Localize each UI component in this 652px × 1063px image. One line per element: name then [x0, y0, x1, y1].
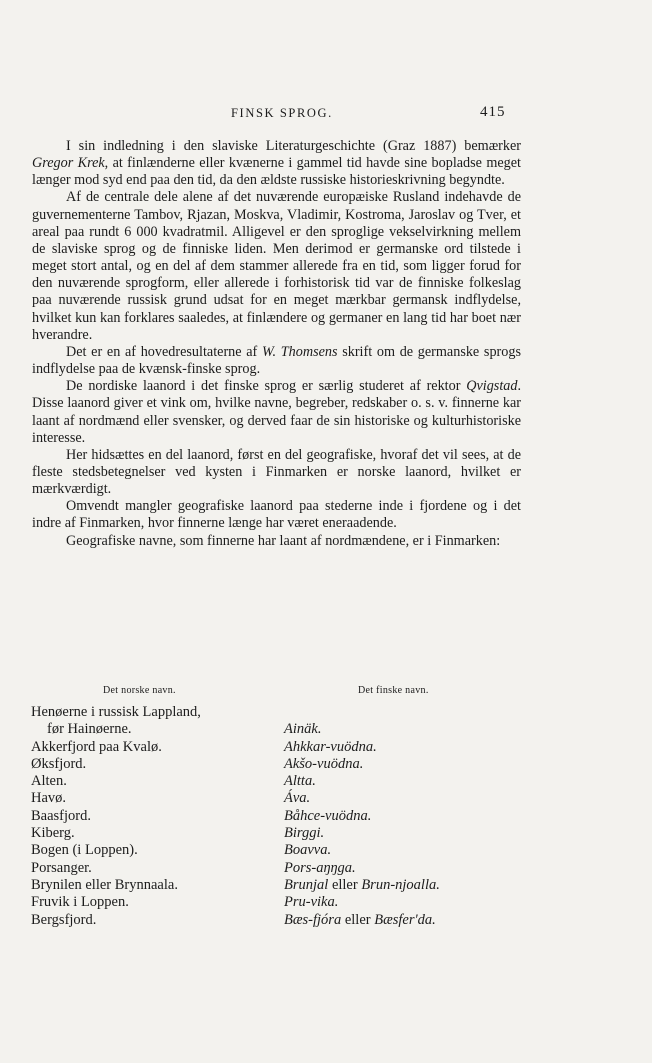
paragraph-text: , at finlænderne eller kvænerne i gammel tid havde sine bopladse meget længer mod syd end paa den tid, da den ældste russiske historieskrivning begyndte. [32, 155, 521, 189]
paragraph [32, 344, 521, 378]
paragraph [32, 378, 521, 447]
finnish-name: Brunjal eller Brun-njoalla. [284, 876, 440, 893]
norwegian-name: før Hainøerne. [47, 721, 132, 738]
italic-name: W. Thomsens [261, 343, 338, 360]
norwegian-names-list [31, 704, 281, 929]
paragraph-text: Her hidsættes en del laanord, først en del geografiske, hvoraf det vil sees, at de fleste stedsbetegnelser ved kysten i Finmarken er norske laanord, hvilket er mærkværdigt. [32, 446, 521, 498]
body-text [32, 138, 521, 550]
norwegian-name: Henøerne i russisk Lappland, [31, 704, 201, 720]
paragraph-text: I sin indledning i den slaviske Literaturgeschichte (Graz 1887) bemærker [66, 138, 521, 154]
finnish-name [284, 704, 524, 721]
page-number: 415 [480, 104, 506, 120]
norwegian-name: Alten. [31, 773, 67, 790]
paragraph-text: Omvendt mangler geografiske laanord paa stederne inde i fjordene og i det indre af Finmarken, hvor finnerne længe har været eneraadende. [32, 498, 521, 532]
finnish-name: Ainäk. [284, 721, 322, 738]
finnish-name: Bæs-fjóra eller Bæsfer'da. [284, 911, 436, 928]
norwegian-name: Bergsfjord. [31, 911, 97, 928]
norwegian-name: Akkerfjord paa Kvalø. [31, 738, 162, 755]
paragraph-text: Det er en af hovedresultaterne af [66, 343, 262, 360]
norwegian-name: Havø. [31, 790, 67, 807]
norwegian-name: Porsanger. [31, 859, 92, 876]
finnish-name: Áva. [284, 790, 311, 807]
paragraph-text: skrift om de germanske sprogs indflydelse paa de kvænsk-finske sprog. [32, 343, 521, 378]
finnish-name: Boavva. [284, 842, 332, 859]
norwegian-name: Fruvik i Loppen. [31, 894, 129, 911]
paragraph-text: Geografiske navne, som finnerne har laant af nordmændene, er i Finmarken: [66, 532, 501, 549]
column-heading-finnish: Det finske navn. [358, 685, 429, 696]
paragraph [32, 447, 521, 498]
italic-name: Gregor Krek [32, 155, 105, 172]
finnish-name: Pru-vika. [284, 894, 339, 911]
norwegian-name: Kiberg. [31, 825, 75, 842]
running-header-title: FINSK SPROG. [231, 106, 333, 120]
paragraph [32, 138, 521, 189]
norwegian-name: Bogen (i Loppen). [31, 842, 138, 859]
finnish-name: Ahkkar-vuödna. [284, 738, 377, 755]
finnish-name: Båhce-vuödna. [284, 807, 372, 824]
norwegian-name: Baasfjord. [31, 807, 91, 824]
finnish-name: Pors-aŋŋga. [284, 859, 356, 876]
column-heading-norwegian: Det norske navn. [103, 685, 176, 696]
paragraph-text: Af de centrale dele alene af det nuværende europæiske Rusland indehavde de guvernementerne Tambov, Rjazan, Moskva, Vladimir, Kostroma, Jaroslav og Tver, et areal paa rundt 6 000 kvadratmil. Alligevel er den sproglige vekselvirkning mellem de slaviske sprog og de finniske liden. Men derimod er germanske ord tilstede i meget stort antal, og en del af dem stammer allerede fra en tid, som ligger forud for den nuværende sprogform, eller allerede i forhistorisk tid var de finniske folkeslag paa nuværende russisk grund udsat for en meget mærkbar germansk indflydelse, hvilket kun kan forklares saaledes, at finlændere og germaner en lang tid har boet nær hverandre. [32, 189, 521, 343]
paragraph [32, 189, 521, 343]
paragraph [32, 533, 521, 550]
finnish-name: Altta. [284, 773, 316, 790]
finnish-names-list [284, 704, 524, 929]
norwegian-name: Brynilen eller Brynnaala. [31, 876, 178, 893]
finnish-name: Birggi. [284, 825, 325, 842]
norwegian-name: Øksfjord. [31, 755, 87, 772]
italic-name: Qvigstad [466, 378, 518, 395]
paragraph [32, 498, 521, 532]
paragraph-text: De nordiske laanord i det finske sprog er særlig studeret af rektor [66, 378, 467, 395]
finnish-name: Akšo-vuödna. [284, 755, 364, 772]
paragraph-text: . Disse laanord giver et vink om, hvilke navne, begreber, redskaber o. s. v. finnerne kar laant af nordmænd eller svensker, og derved faar de sin historiske og kulturhistoriske interesse. [32, 378, 521, 446]
